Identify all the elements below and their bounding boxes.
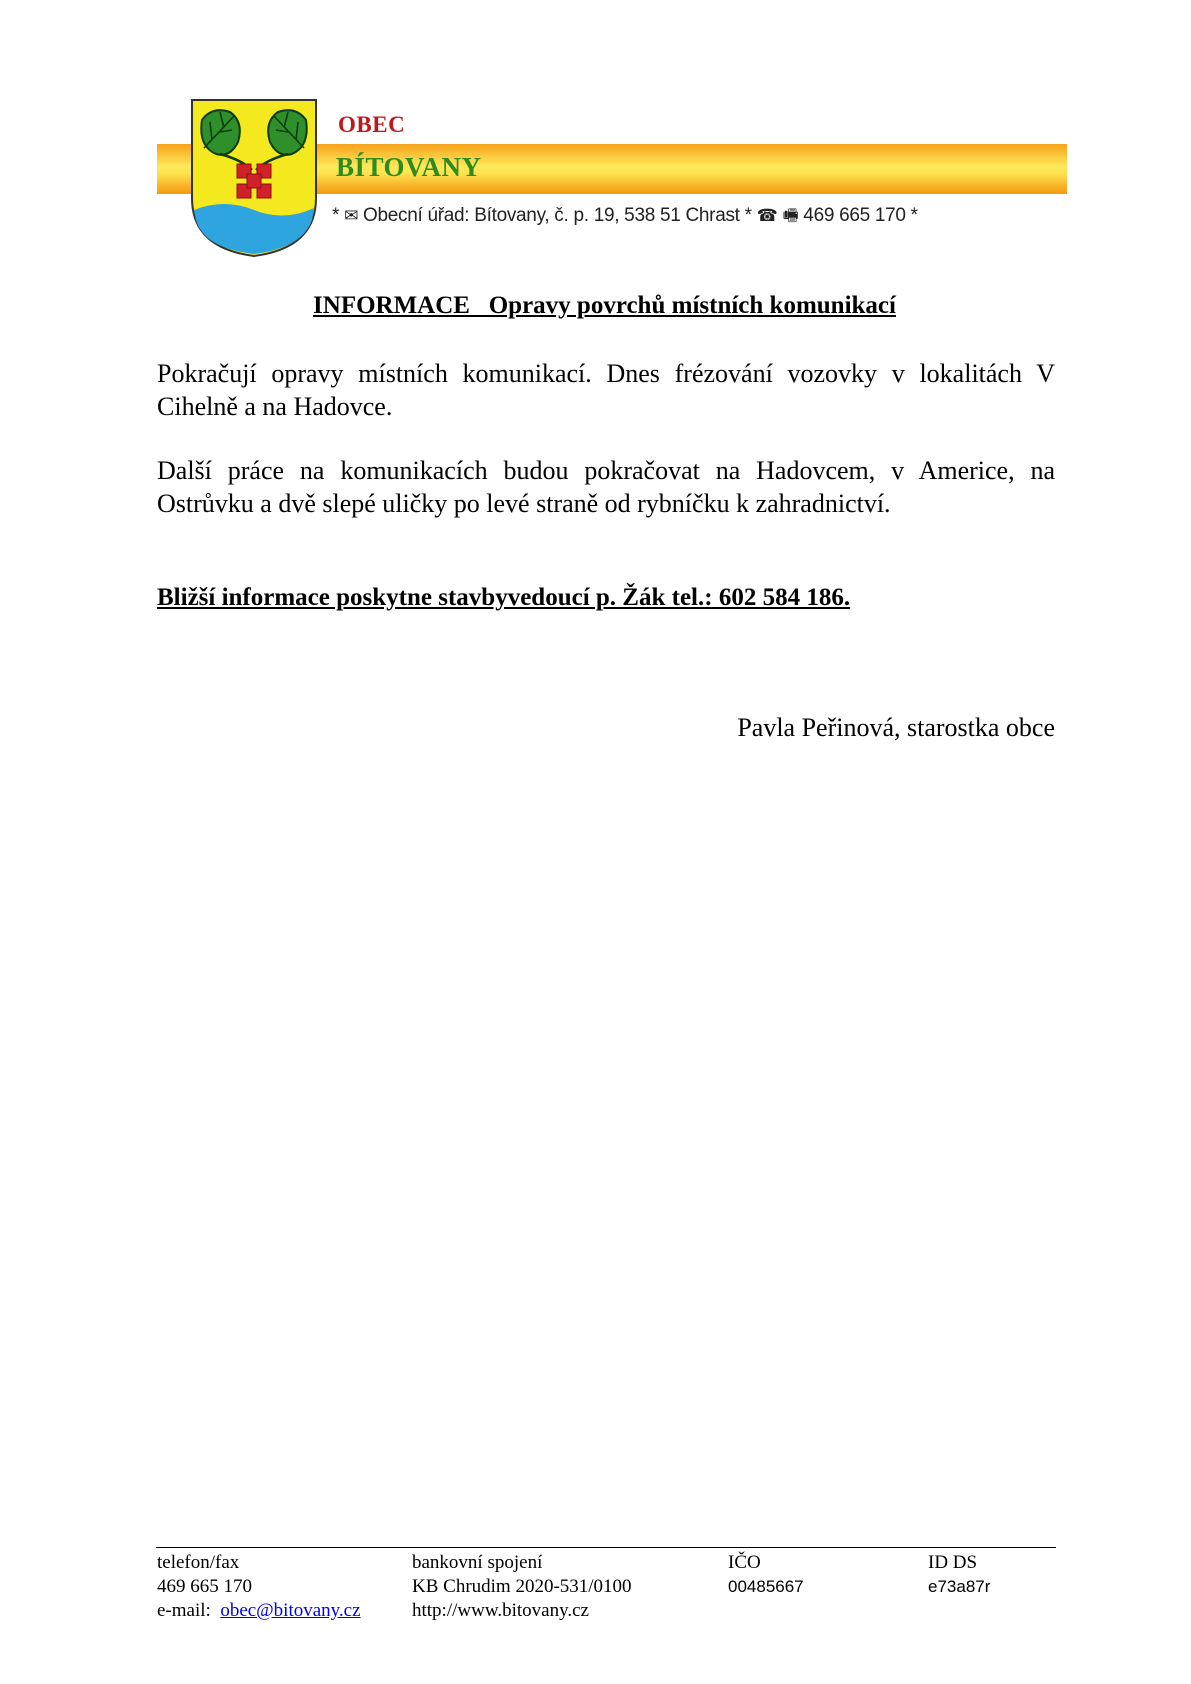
footer-bank-label: bankovní spojení: [412, 1552, 543, 1573]
footer-email-link[interactable]: obec@bitovany.cz: [220, 1600, 361, 1621]
footer-ds-label: ID DS: [928, 1552, 978, 1573]
footer-divider: [156, 1547, 1056, 1548]
footer-contact-column: [157, 1551, 361, 1623]
footer-ico-column: [728, 1551, 804, 1599]
header-obec: OBEC: [338, 112, 406, 137]
signature: Pavla Peřinová, starostka obce: [737, 713, 1055, 742]
envelope-icon: ✉: [344, 206, 359, 226]
address-text: Obecní úřad: Bítovany, č. p. 19, 538 51 Chrast *: [358, 205, 757, 226]
address-phone: 469 665 170 *: [798, 205, 918, 226]
footer-email-label: e-mail:: [157, 1600, 211, 1621]
footer-bank-column: [412, 1551, 632, 1623]
footer-ico-value: 00485667: [728, 1577, 804, 1596]
coat-of-arms-icon: [190, 98, 318, 258]
footer-ds-column: [928, 1551, 990, 1599]
paragraph: Další práce na komunikacích budou pokračovat na Hadovcem, v Americe, na Ostrůvku a dvě slepé uličky po levé straně od rybníčku k zahradnictví.: [157, 456, 1055, 518]
footer-website[interactable]: http://www.bitovany.cz: [412, 1600, 589, 1621]
footer-phone: 469 665 170: [157, 1576, 252, 1597]
header-village-name: BÍTOVANY: [336, 152, 482, 182]
fax-icon: 🖷: [782, 206, 799, 226]
paragraph: Pokračují opravy místních komunikací. Dnes frézování vozovky v lokalitách V Cihelně a na Hadovce.: [157, 359, 1055, 421]
header-address-line: [332, 203, 918, 232]
contact-info-line: Bližší informace poskytne stavbyvedoucí p. Žák tel.: 602 584 186.: [157, 584, 851, 611]
footer-ds-value: e73a87r: [928, 1577, 991, 1596]
telephone-icon: ☎: [756, 206, 778, 226]
document-title: INFORMACE Opravy povrchů místních komunikací: [313, 292, 896, 319]
footer-bank-account: KB Chrudim 2020-531/0100: [412, 1576, 632, 1597]
footer-phone-label: telefon/fax: [157, 1552, 240, 1573]
footer-ico-label: IČO: [728, 1552, 761, 1573]
footer-email-row: [157, 1599, 361, 1623]
address-prefix: *: [332, 205, 345, 226]
